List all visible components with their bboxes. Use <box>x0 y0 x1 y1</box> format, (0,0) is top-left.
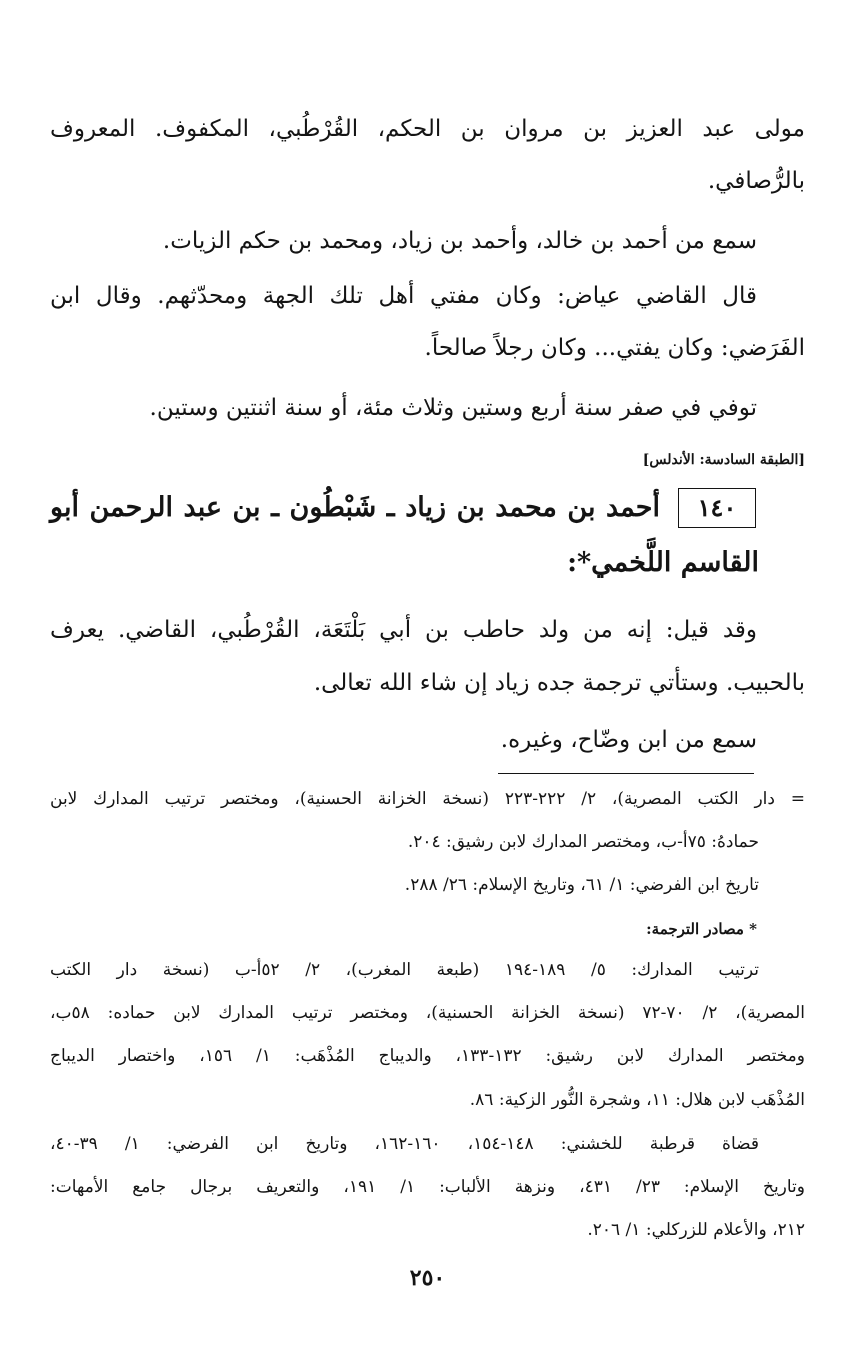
body-line: توفي في صفر سنة أربع وستين وثلاث مئة، أو سنة اثنتين وستين. <box>149 395 757 421</box>
footnote-line: حمادهُ: ٧٥أ-ب، ومختصر المدارك لابن رشيق: ٢٠٤. <box>407 832 759 852</box>
body-line: الفَرَضي: وكان يفتي... وكان رجلاً صالحاً. <box>424 335 805 361</box>
footnote-line: ترتيب المدارك: ٥/ ١٨٩-١٩٤ (طبعة المغرب)، ٢/ ٥٢أ-ب (نسخة دار الكتب <box>50 960 759 980</box>
body-line: سمع من ابن وضّاح، وغيره. <box>500 727 757 753</box>
body-line: سمع من أحمد بن خالد، وأحمد بن زياد، ومحمد بن حكم الزيات. <box>162 228 757 254</box>
entry-number-box: ١٤٠ <box>678 488 756 528</box>
body-line: مولى عبد العزيز بن مروان بن الحكم، القُرْطُبي، المكفوف. المعروف <box>50 116 805 142</box>
footnote-line: تاريخ ابن الفرضي: ١/ ٦١، وتاريخ الإسلام: ٢٦/ ٢٨٨. <box>404 875 759 895</box>
footnote-line: قضاة قرطبة للخشني: ١٤٨-١٥٤، ١٦٠-١٦٢، وتاريخ ابن الفرضي: ١/ ٣٩-٤٠، <box>50 1134 760 1154</box>
body-line: بالحبيب. وستأتي ترجمة جده زياد إن شاء الله تعالى. <box>313 670 805 696</box>
entry-heading: القاسم اللَّخمي*: <box>567 547 759 578</box>
sources-label: * مصادر الترجمة: <box>646 920 757 938</box>
section-label: [الطبقة السادسة: الأندلس] <box>642 452 805 468</box>
footnote-line: ومختصر المدارك لابن رشيق: ١٣٢-١٣٣، والديباج المُذْهَب: ١/ ١٥٦، واختصار الديباج <box>50 1046 805 1066</box>
footnote-line: المصرية)، ٢/ ٧٠-٧٢ (نسخة الخزانة الحسنية)، ومختصر ترتيب المدارك لابن حماده: ٥٨ب، <box>50 1003 805 1023</box>
footnote-line: = دار الكتب المصرية)، ٢/ ٢٢٢-٢٢٣ (نسخة الخزانة الحسنية)، ومختصر ترتيب المدارك لابن <box>50 789 805 809</box>
footnote-line: وتاريخ الإسلام: ٢٣/ ٤٣١، ونزهة الألباب: ١/ ١٩١، والتعريف برجال جامع الأمهات: <box>50 1177 806 1197</box>
entry-heading: أحمد بن محمد بن زياد ـ شَبْطُون ـ بن عبد الرحمن أبو <box>50 492 660 523</box>
footnote-line: المُذْهَب لابن هلال: ١١، وشجرة النُّور الزكية: ٨٦. <box>469 1090 805 1110</box>
body-line: بالرُّصافي. <box>707 168 805 194</box>
body-line: وقد قيل: إنه من ولد حاطب بن أبي بَلْتَعَة، القُرْطُبي، القاضي. يعرف <box>50 617 757 643</box>
page-number: ٢٥٠ <box>409 1265 446 1291</box>
body-line: قال القاضي عياض: وكان مفتي أهل تلك الجهة ومحدّثهم. وقال ابن <box>50 283 757 309</box>
footnote-divider <box>498 773 754 774</box>
footnote-line: ٢١٢، والأعلام للزركلي: ١/ ٢٠٦. <box>587 1220 805 1240</box>
